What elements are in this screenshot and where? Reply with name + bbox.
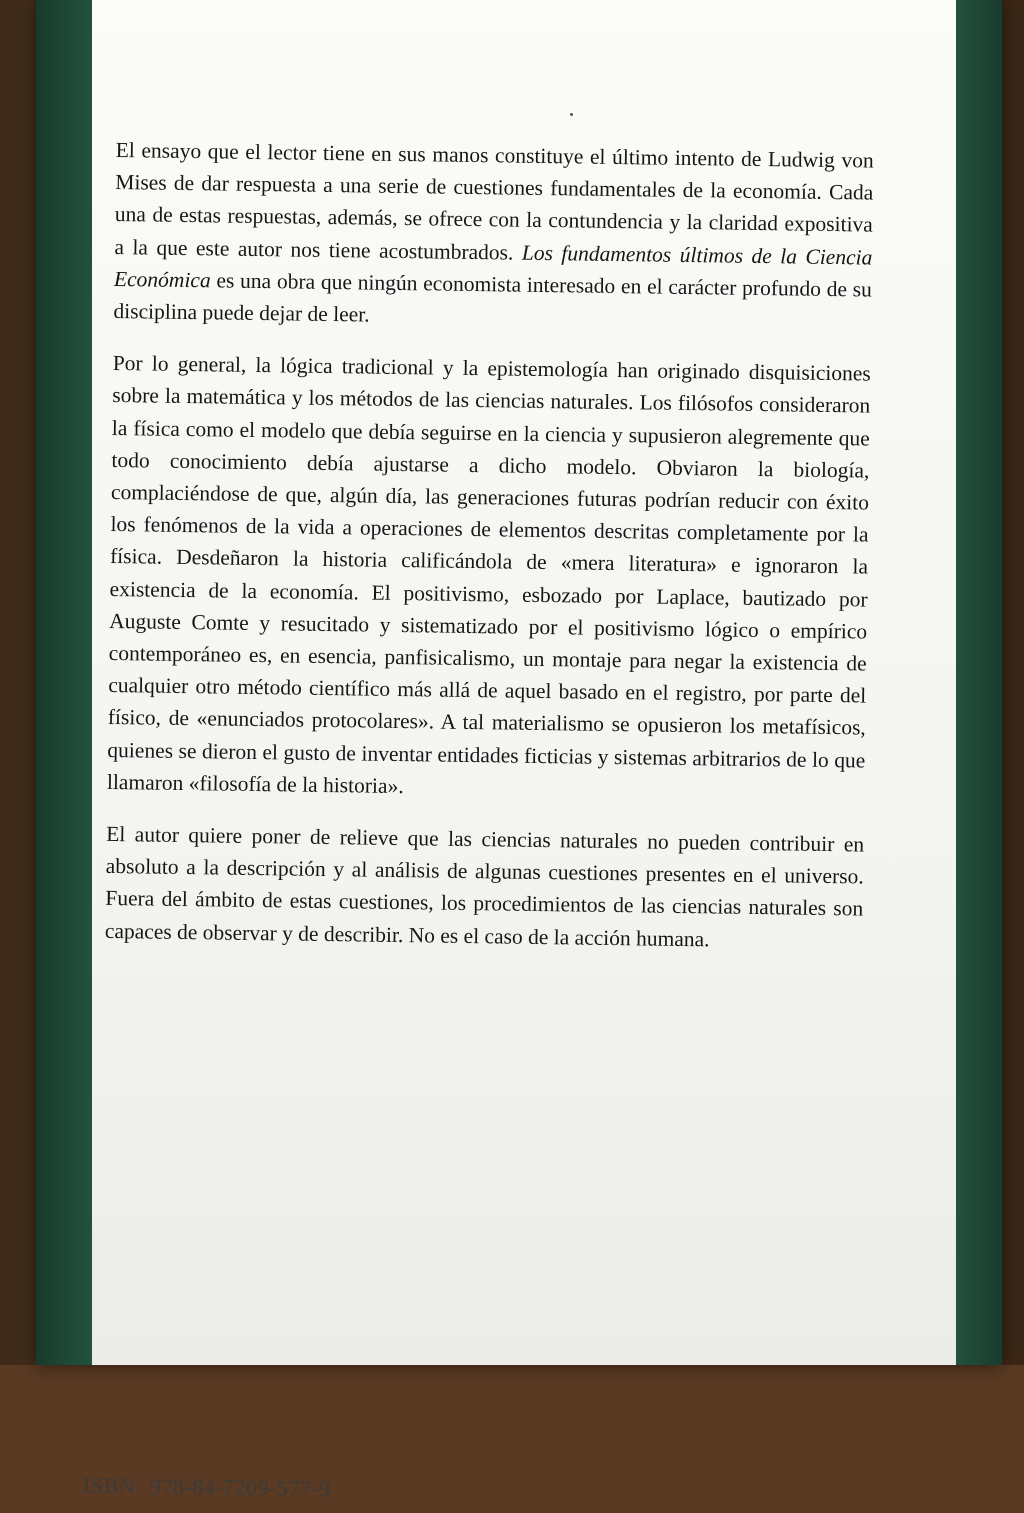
isbn-label: ISBN: [82, 1472, 143, 1499]
blurb-paragraph-2: Por lo general, la lógica tradicional y la epistemología han originado disquisiciones sobre la matemática y los métodos de las ciencias naturales. Los filósofos consideraron la física como el modelo que debía seguirse en la ciencia y supusieron alegremente que todo conocimiento debía ajustarse a dicho modelo. Obviaron la biología, complaciéndose de que, algún día, las generaciones futuras podrían reducir con éxito los fenómenos de la vida a operaciones de elementos descritas completamente por la física. Desdeñaron la historia calificándola de «mera literatura» e ignoraron la existencia de la economía. El positivismo, esbozado por Laplace, bautizado por Auguste Comte y resucitado y sistematizado por el positivismo lógico o empírico contemporáneo es, en esencia, panfisicalismo, un montaje para negar la existencia de cualquier otro método científico más allá de aquel basado en el registro, por parte del físico, de «enunciados protocolares». A tal materialismo se opusieron los metafísicos, quienes se dieron el gusto de inventar entidades ficticias y sistemas arbitrarios de lo que llamaron «filosofía de la historia». [106, 351, 871, 798]
blurb-text [82, 134, 874, 1502]
blurb-paragraph-3: El autor quiere poner de relieve que las ciencias naturales no pueden contribuir en absoluto a la descripción y al análisis de algunas cuestiones presentes en el universo. Fuera del ámbito de estas cuestiones, los procedimientos de las ciencias naturales son capaces de observar y de describir. No es el caso de la acción humana. [104, 821, 865, 952]
print-speck [570, 113, 573, 116]
blurb-paragraph-1 [113, 134, 874, 338]
isbn-line [83, 1470, 331, 1506]
isbn-number: 978-84-7209-577-9 [149, 1473, 331, 1502]
cover-green-border-left [36, 0, 92, 1365]
book-title-italic: Los fundamentos últimos de la Ciencia Económica [113, 240, 873, 293]
book-back-cover [36, 0, 1002, 1502]
cover-green-border-right [956, 0, 1002, 1365]
blurb-paragraph-1-end: es una obra que ningún economista interesado en el carácter profundo de su disciplina puede dejar de leer. [113, 268, 873, 327]
back-cover-text-panel [82, 0, 956, 1502]
blurb-paragraph-1-start: El ensayo que el lector tiene en sus manos constituye el último intento de Ludwig von Mises de dar respuesta a una serie de cuestiones fundamentales de la economía. Cada una de estas respuestas, además, se ofrece con la contundencia y la claridad expositiva a la que este autor nos tiene acostumbrados. [114, 137, 874, 265]
